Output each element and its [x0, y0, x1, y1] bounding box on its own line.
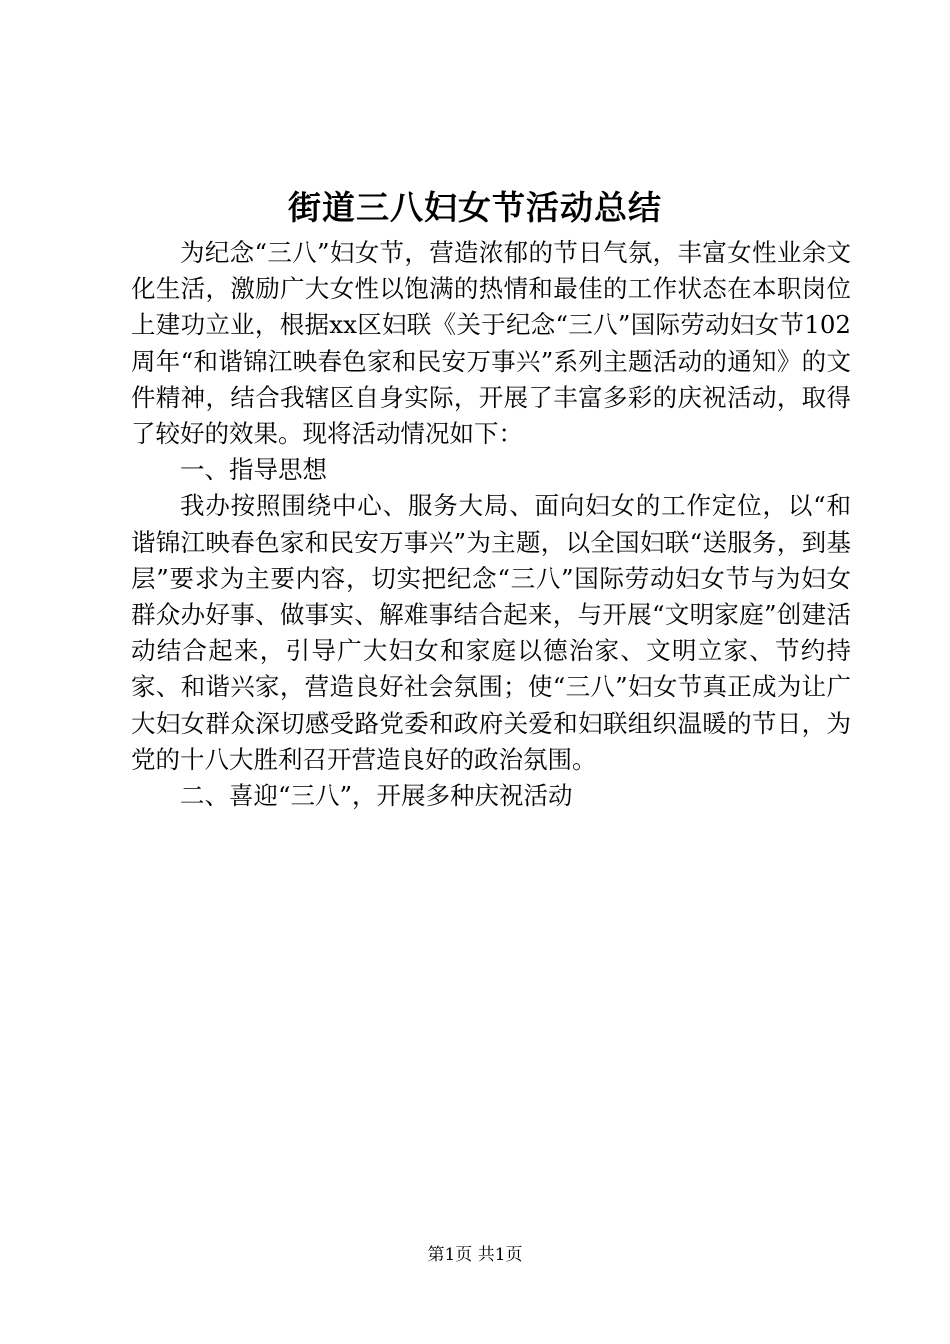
section-heading-celebration-activities: 二、喜迎“三八”，开展多种庆祝活动: [180, 781, 573, 811]
section-heading-guiding-ideology: 一、指导思想: [180, 455, 327, 485]
page-footer: 第1页 共1页: [427, 1245, 523, 1265]
document-body: [131, 235, 851, 814]
intro-paragraph: 为纪念“三八”妇女节，营造浓郁的节日气氛，丰富女性业余文化生活，激励广大女性以饱满的热情和最佳的工作状态在本职岗位上建功立业，根据xx区妇联《关于纪念“三八”国际劳动妇女节102周年“和谐锦江映春色家和民安万事兴”系列主题活动的通知》的文件精神，结合我辖区自身实际，开展了丰富多彩的庆祝活动，取得了较好的效果。现将活动情况如下：: [131, 238, 851, 449]
document-title: 街道三八妇女节活动总结: [288, 188, 662, 227]
guiding-ideology-paragraph: 我办按照围绕中心、服务大局、面向妇女的工作定位，以“和谐锦江映春色家和民安万事兴”为主题，以全国妇联“送服务，到基层”要求为主要内容，切实把纪念“三八”国际劳动妇女节与为妇女群众办好事、做事实、解难事结合起来，与开展“文明家庭”创建活动结合起来，引导广大妇女和家庭以德治家、文明立家、节约持家、和谐兴家，营造良好社会氛围；使“三八”妇女节真正成为让广大妇女群众深切感受路党委和政府关爱和妇联组织温暖的节日，为党的十八大胜利召开营造良好的政治氛围。: [131, 491, 851, 774]
